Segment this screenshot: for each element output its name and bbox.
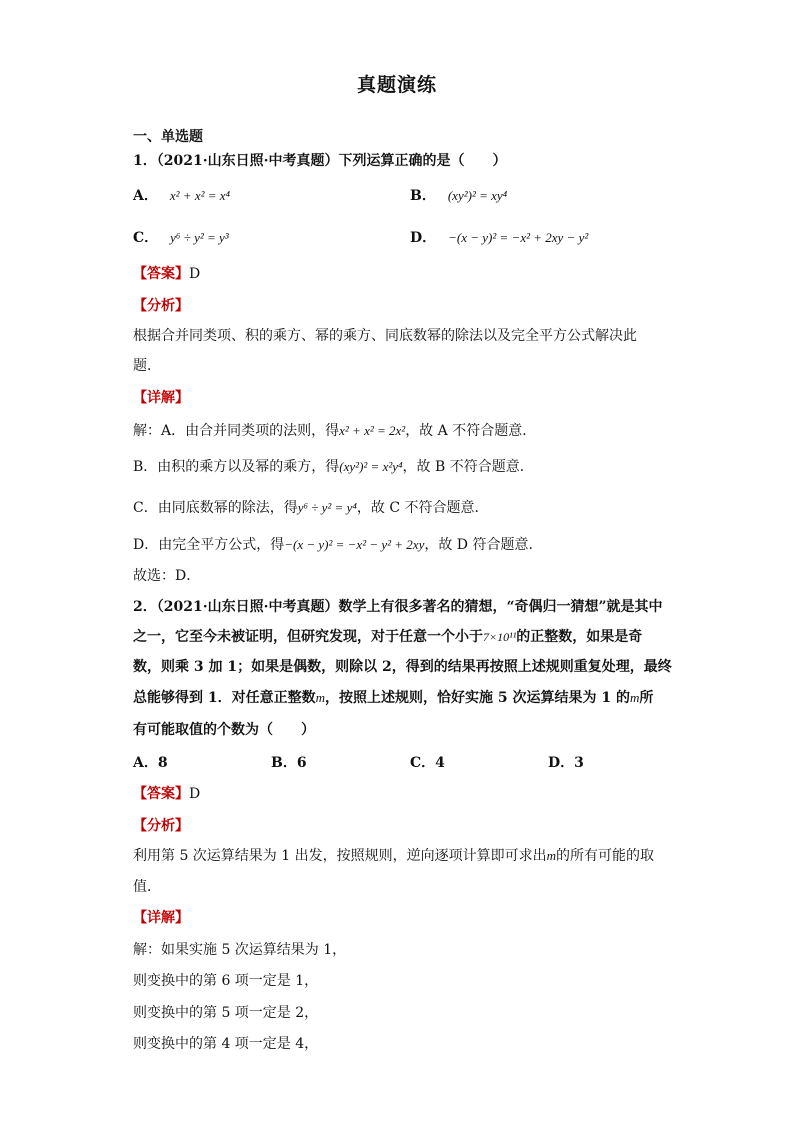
option-label: B． bbox=[271, 755, 297, 771]
q2-option-c bbox=[410, 753, 445, 773]
q1-answer bbox=[133, 264, 200, 284]
q1-option-d bbox=[410, 228, 588, 248]
analysis-text: 利用第 5 次运算结果为 1 出发，按照规则，逆向逐项计算即可求出 bbox=[133, 848, 547, 864]
detail-expr: x² + x² = 2x² bbox=[339, 423, 406, 438]
q2-analysis-line-2: 值． bbox=[133, 879, 161, 895]
detail-text: D．由完全平方公式，得 bbox=[133, 537, 285, 553]
q2-stem-line-5: 有可能取值的个数为（ ） bbox=[133, 722, 315, 738]
answer-value: D bbox=[189, 266, 201, 282]
q2-option-b bbox=[271, 753, 307, 773]
detail-text: B．由积的乘方以及幂的乘方，得 bbox=[133, 459, 340, 475]
option-expr: y⁶ ÷ y² = y³ bbox=[170, 230, 229, 245]
q2-stem-line-4 bbox=[133, 688, 653, 708]
option-value: 8 bbox=[157, 755, 168, 771]
detail-text: 解：A．由合并同类项的法则，得 bbox=[133, 423, 340, 439]
q1-detail-c bbox=[133, 498, 489, 518]
stem-expr: 7×10¹¹ bbox=[483, 630, 517, 644]
q1-detail-tag: 【详解】 bbox=[133, 390, 189, 406]
q1-analysis-line-1: 根据合并同类项、积的乘方、幂的乘方、同底数幂的除法以及完全平方公式解决此 bbox=[133, 328, 637, 344]
q2-detail-line: 则变换中的第 5 项一定是 2， bbox=[133, 1005, 319, 1021]
q2-option-a bbox=[133, 753, 168, 773]
option-value: 3 bbox=[574, 755, 584, 771]
analysis-var: m bbox=[546, 848, 557, 863]
option-expr: x² + x² = x⁴ bbox=[169, 188, 231, 203]
q1-option-b bbox=[410, 186, 507, 206]
analysis-text: 的所有可能的取 bbox=[556, 848, 655, 864]
detail-text: ，故 D 符合题意． bbox=[424, 537, 543, 553]
q2-stem-line-2 bbox=[133, 627, 642, 647]
q2-detail-line: 则变换中的第 6 项一定是 1， bbox=[133, 973, 319, 989]
q1-detail-a bbox=[133, 421, 536, 441]
option-label: A． bbox=[133, 188, 158, 204]
q2-detail-line: 则变换中的第 4 项一定是 4， bbox=[133, 1036, 319, 1052]
q2-answer bbox=[133, 784, 200, 804]
answer-tag: 【答案】 bbox=[133, 266, 189, 282]
option-label: D． bbox=[548, 755, 575, 771]
detail-expr: −(x − y)² = −x² − y² + 2xy bbox=[284, 537, 425, 552]
q2-detail-tag: 【详解】 bbox=[133, 910, 189, 926]
q2-option-d bbox=[548, 753, 584, 773]
q2-analysis-tag: 【分析】 bbox=[133, 818, 189, 834]
option-label: D． bbox=[410, 230, 437, 246]
detail-text: ，故 C 不符合题意． bbox=[356, 500, 489, 516]
stem-text: 总能够得到 1．对任意正整数 bbox=[133, 690, 316, 706]
option-value: 6 bbox=[296, 755, 307, 771]
stem-text: 的正整数，如果是奇 bbox=[516, 629, 643, 645]
option-label: C． bbox=[133, 230, 159, 246]
answer-tag: 【答案】 bbox=[133, 786, 189, 802]
option-label: B． bbox=[410, 188, 436, 204]
option-expr: (xy²)² = xy⁴ bbox=[447, 188, 508, 203]
option-value: 4 bbox=[435, 755, 445, 771]
q1-detail-b bbox=[133, 457, 534, 477]
q2-analysis-line-1 bbox=[133, 846, 654, 866]
option-expr: −(x − y)² = −x² + 2xy − y² bbox=[448, 230, 589, 245]
q1-analysis-tag: 【分析】 bbox=[133, 298, 189, 314]
section-heading: 一、单选题 bbox=[133, 129, 203, 145]
stem-var: m bbox=[630, 690, 640, 705]
q1-option-c bbox=[133, 228, 229, 248]
q1-detail-d bbox=[133, 535, 542, 555]
q2-stem-line-1: 2．（2021·山东日照·中考真题）数学上有很多著名的猜想，“奇偶归一猜想”就是其中 bbox=[133, 599, 663, 615]
q2-stem-line-3: 数，则乘 3 加 1；如果是偶数，则除以 2，得到的结果再按照上述规则重复处理，最终 bbox=[133, 659, 672, 675]
q2-detail-line: 解：如果实施 5 次运算结果为 1， bbox=[133, 942, 347, 958]
q1-conclusion: 故选：D． bbox=[133, 568, 201, 584]
detail-expr: (xy²)² = x²y⁴ bbox=[339, 459, 403, 474]
detail-text: ，故 A 不符合题意． bbox=[405, 423, 537, 439]
page-title: 真题演练 bbox=[356, 74, 437, 96]
detail-expr: y⁶ ÷ y² = y⁴ bbox=[297, 500, 357, 515]
stem-text: ，按照上述规则，恰好实施 5 次运算结果为 1 的 bbox=[325, 690, 630, 706]
detail-text: ，故 B 不符合题意． bbox=[402, 459, 534, 475]
q1-analysis-line-2: 题． bbox=[133, 358, 161, 374]
option-label: C． bbox=[410, 755, 436, 771]
q1-stem: 1．（2021·山东日照·中考真题）下列运算正确的是（ ） bbox=[133, 153, 507, 169]
answer-value: D bbox=[189, 786, 201, 802]
q1-option-a bbox=[133, 186, 230, 206]
stem-var: m bbox=[315, 690, 326, 705]
detail-text: C．由同底数幂的除法，得 bbox=[133, 500, 298, 516]
stem-text: 所 bbox=[639, 690, 654, 706]
stem-text: 之一，它至今未被证明，但研究发现，对于任意一个小于 bbox=[133, 629, 483, 645]
option-label: A． bbox=[133, 755, 158, 771]
